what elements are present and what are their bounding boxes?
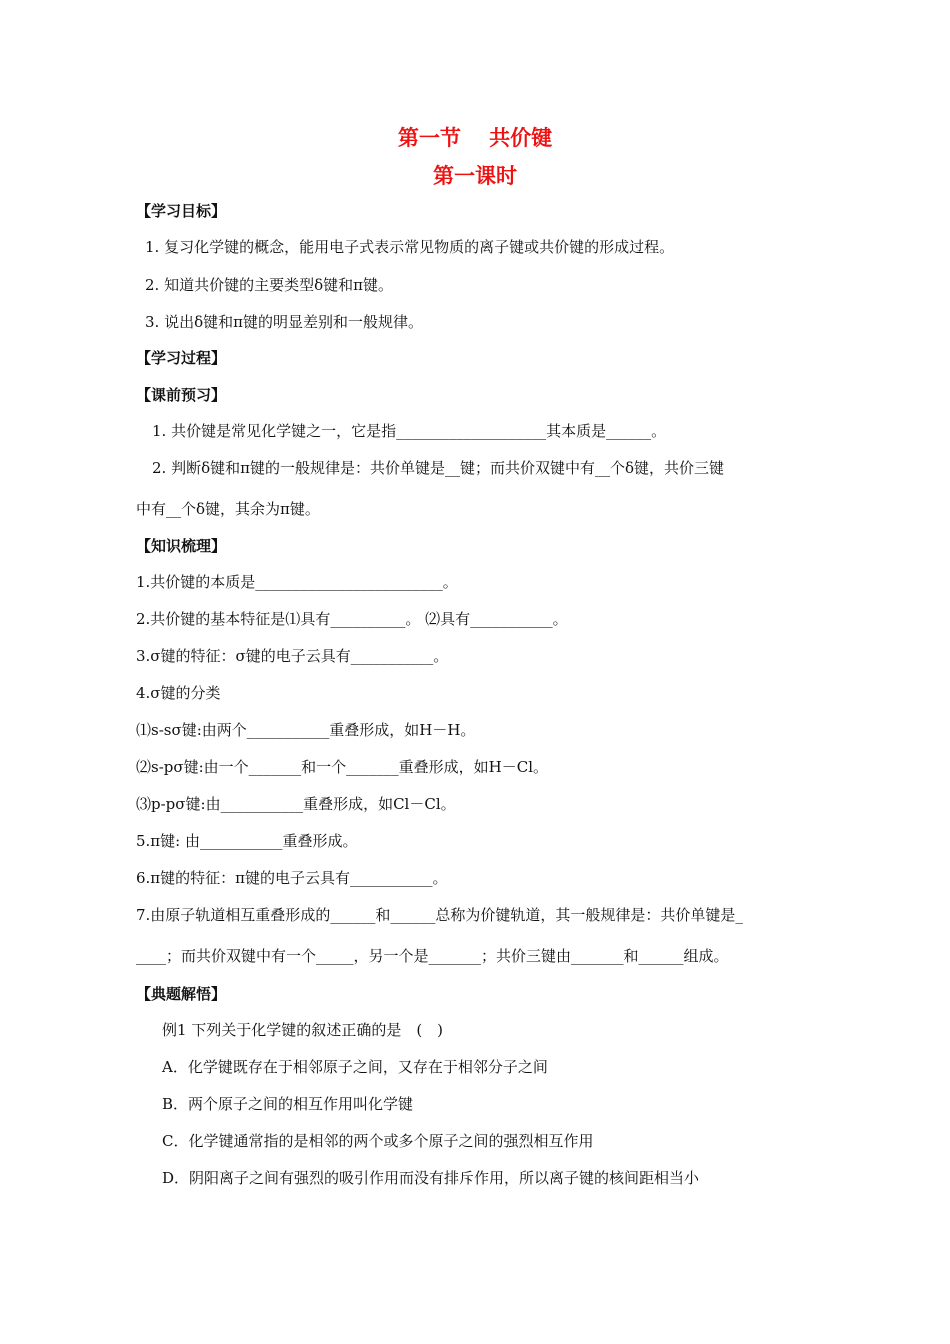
objectives-heading: 【学习目标】 (136, 202, 227, 220)
objective-item: 1. 复习化学键的概念，能用电子式表示常见物质的离子键或共价键的形成过程。 (145, 238, 675, 256)
knowledge-line: ⑴s-sσ键:由两个___________重叠形成，如H－H。 (136, 721, 476, 739)
preview-heading: 【课前预习】 (136, 386, 227, 404)
knowledge-line: 2.共价键的基本特征是⑴具有__________。 ⑵具有___________。 (136, 610, 568, 628)
preview-line: 中有__个δ键，其余为π键。 (136, 500, 320, 518)
example-option: B．两个原子之间的相互作用叫化学键 (162, 1095, 414, 1113)
knowledge-line: 7.由原子轨道相互重叠形成的______和______总称为价键轨道，其一般规律是：共价单键是_ (136, 906, 743, 924)
knowledge-line: 3.σ键的特征：σ键的电子云具有___________。 (136, 647, 449, 665)
preview-line: 2. 判断δ键和π键的一般规律是：共价单键是__键；而共价双键中有__个δ键，共价三键 (152, 459, 725, 477)
example-option: D．阴阳离子之间有强烈的吸引作用而没有排斥作用，所以离子键的核间距相当小 (162, 1169, 700, 1187)
knowledge-line: ⑵s-pσ键:由一个_______和一个_______重叠形成，如H－Cl。 (136, 758, 549, 776)
knowledge-line: 6.π键的特征：π键的电子云具有___________。 (136, 869, 448, 887)
process-heading: 【学习过程】 (136, 349, 227, 367)
section-title: 第一节 共价键 (397, 126, 553, 150)
preview-line: 1. 共价键是常见化学键之一，它是指____________________其本质是______。 (152, 422, 667, 440)
knowledge-heading: 【知识梳理】 (136, 537, 227, 555)
knowledge-line: 5.π键: 由___________重叠形成。 (136, 832, 358, 850)
example-question: 例1 下列关于化学键的叙述正确的是 ( ) (162, 1021, 444, 1039)
lesson-subtitle: 第一课时 (433, 164, 517, 188)
example-option: A．化学键既存在于相邻原子之间，又存在于相邻分子之间 (162, 1058, 548, 1076)
objective-item: 2. 知道共价键的主要类型δ键和π键。 (145, 276, 393, 294)
objective-item: 3. 说出δ键和π键的明显差别和一般规律。 (145, 313, 423, 331)
knowledge-line: 1.共价键的本质是_________________________。 (136, 573, 458, 591)
example-option: C．化学键通常指的是相邻的两个或多个原子之间的强烈相互作用 (162, 1132, 594, 1150)
knowledge-line: ⑶p-pσ键:由___________重叠形成，如Cl－Cl。 (136, 795, 456, 813)
knowledge-line: 4.σ键的分类 (136, 684, 221, 702)
knowledge-line: ____；而共价双键中有一个_____，另一个是_______；共价三键由_______和______组成。 (136, 947, 729, 965)
examples-heading: 【典题解悟】 (136, 985, 227, 1003)
